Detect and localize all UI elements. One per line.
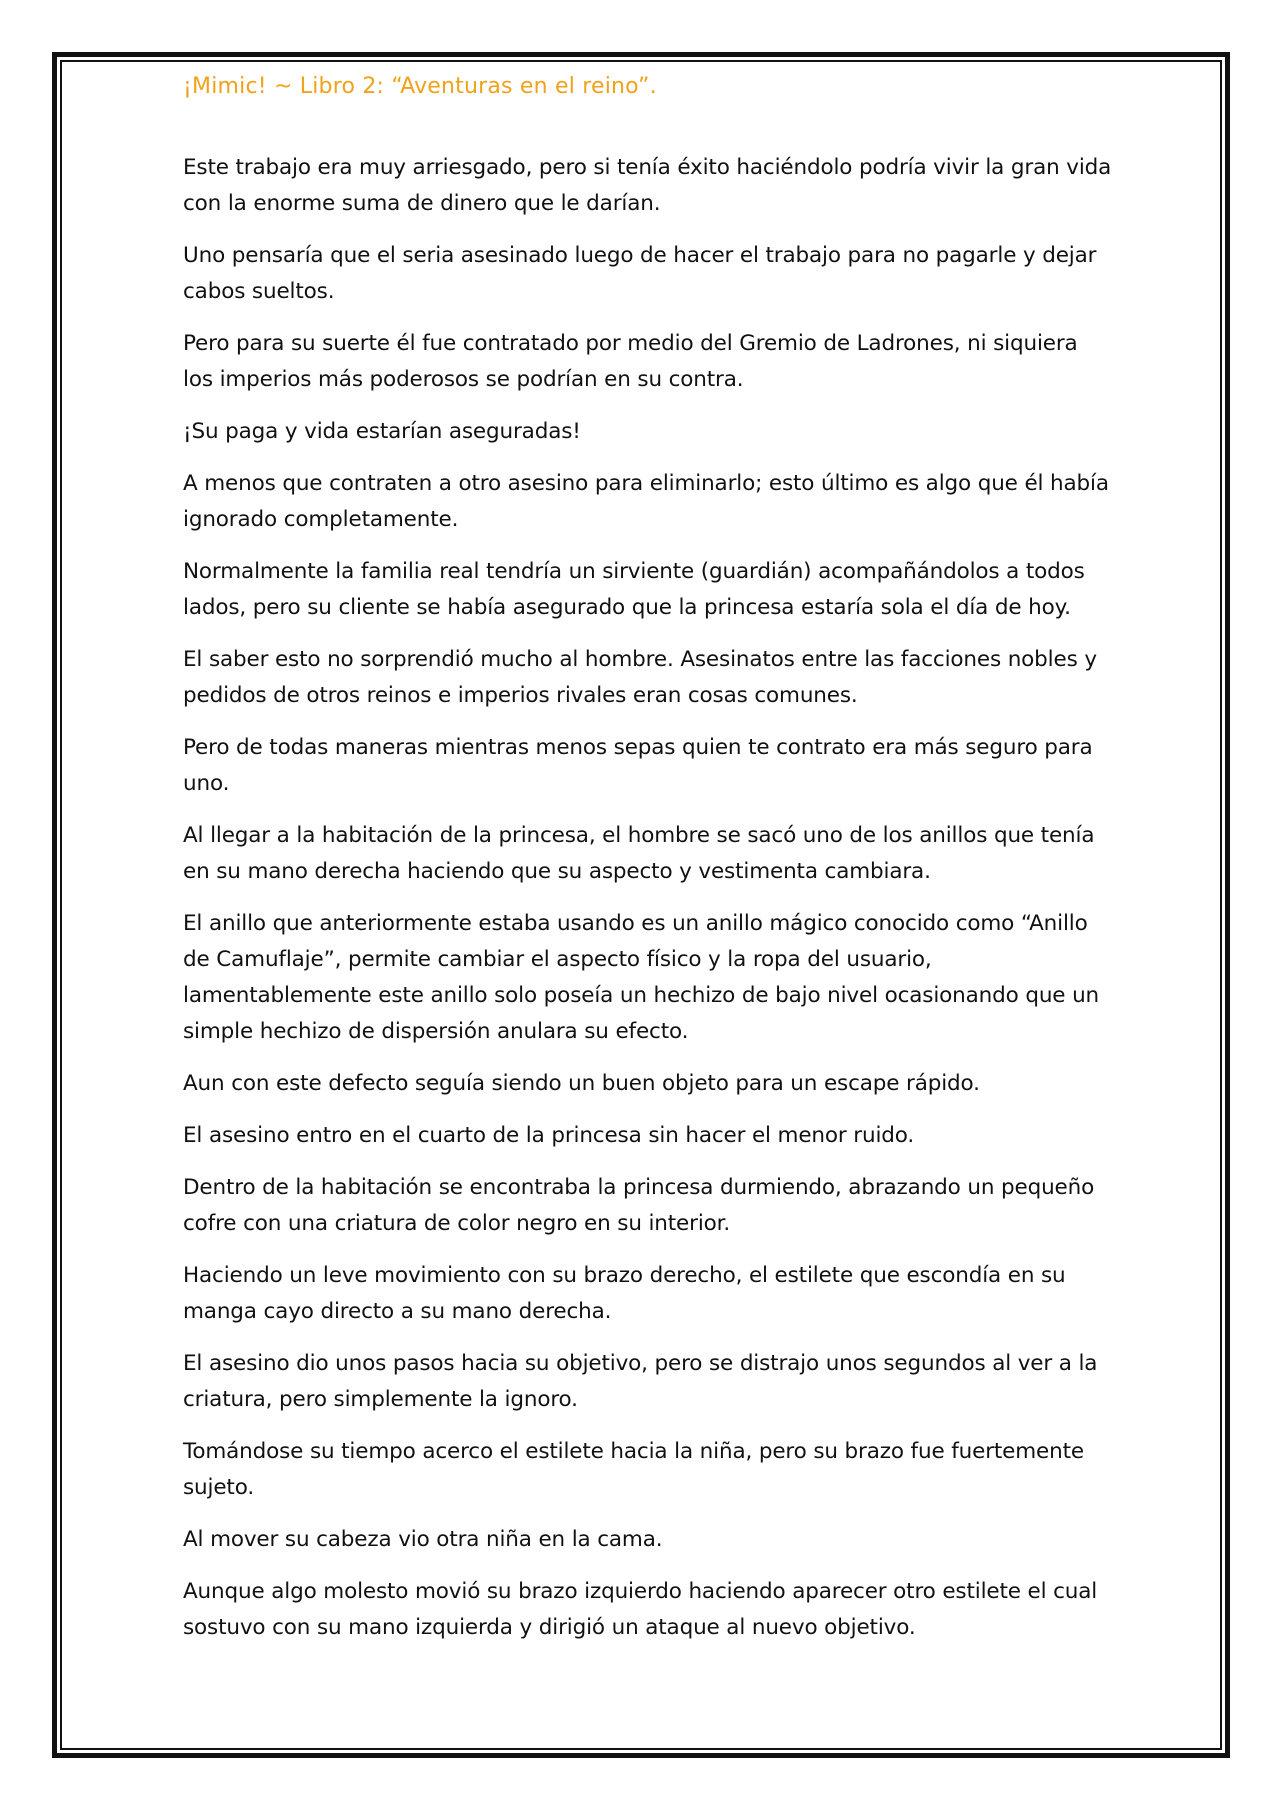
paragraph: El saber esto no sorprendió mucho al hombre. Asesinatos entre las facciones nobles y pedidos de otros reinos e imperios rivales eran cosas comunes. bbox=[183, 647, 1097, 708]
page-header: ¡Mimic! ~ Libro 2: “Aventuras en el reino”. bbox=[183, 74, 657, 99]
paragraph: Normalmente la familia real tendría un sirviente (guardián) acompañándolos a todos lados, pero su cliente se había asegurado que la princesa estaría sola el día de hoy. bbox=[183, 559, 1085, 620]
paragraph: Haciendo un leve movimiento con su brazo derecho, el estilete que escondía en su manga cayo directo a su mano derecha. bbox=[183, 1263, 1066, 1324]
paragraph: Tomándose su tiempo acerco el estilete hacia la niña, pero su brazo fue fuertemente sujeto. bbox=[183, 1439, 1084, 1500]
paragraph: Aun con este defecto seguía siendo un buen objeto para un escape rápido. bbox=[183, 1071, 980, 1096]
paragraph: Pero para su suerte él fue contratado por medio del Gremio de Ladrones, ni siquiera los imperios más poderosos se podrían en su contra. bbox=[183, 331, 1078, 392]
document-body bbox=[183, 150, 1113, 1662]
paragraph: Pero de todas maneras mientras menos sepas quien te contrato era más seguro para uno. bbox=[183, 735, 1093, 796]
paragraph: ¡Su paga y vida estarían aseguradas! bbox=[183, 419, 581, 444]
paragraph: Al mover su cabeza vio otra niña en la cama. bbox=[183, 1527, 663, 1552]
paragraph: El asesino entro en el cuarto de la princesa sin hacer el menor ruido. bbox=[183, 1123, 915, 1148]
paragraph: Aunque algo molesto movió su brazo izquierdo haciendo aparecer otro estilete el cual sostuvo con su mano izquierda y dirigió un ataque al nuevo objetivo. bbox=[183, 1579, 1098, 1640]
paragraph: Uno pensaría que el seria asesinado luego de hacer el trabajo para no pagarle y dejar cabos sueltos. bbox=[183, 243, 1097, 304]
paragraph: Al llegar a la habitación de la princesa, el hombre se sacó uno de los anillos que tenía en su mano derecha haciendo que su aspecto y vestimenta cambiara. bbox=[183, 823, 1095, 884]
paragraph: A menos que contraten a otro asesino para eliminarlo; esto último es algo que él había ignorado completamente. bbox=[183, 471, 1109, 532]
paragraph: Dentro de la habitación se encontraba la princesa durmiendo, abrazando un pequeño cofre con una criatura de color negro en su interior. bbox=[183, 1175, 1095, 1236]
paragraph: Este trabajo era muy arriesgado, pero si tenía éxito haciéndolo podría vivir la gran vida con la enorme suma de dinero que le darían. bbox=[183, 155, 1112, 216]
paragraph: El anillo que anteriormente estaba usando es un anillo mágico conocido como “Anillo de Camuflaje”, permite cambiar el aspecto físico y la ropa del usuario, lamentablemente este anillo solo poseía un hechizo de bajo nivel ocasionando que un simple hechizo de dispersión anulara su efecto. bbox=[183, 911, 1100, 1044]
paragraph: El asesino dio unos pasos hacia su objetivo, pero se distrajo unos segundos al ver a la criatura, pero simplemente la ignoro. bbox=[183, 1351, 1098, 1412]
